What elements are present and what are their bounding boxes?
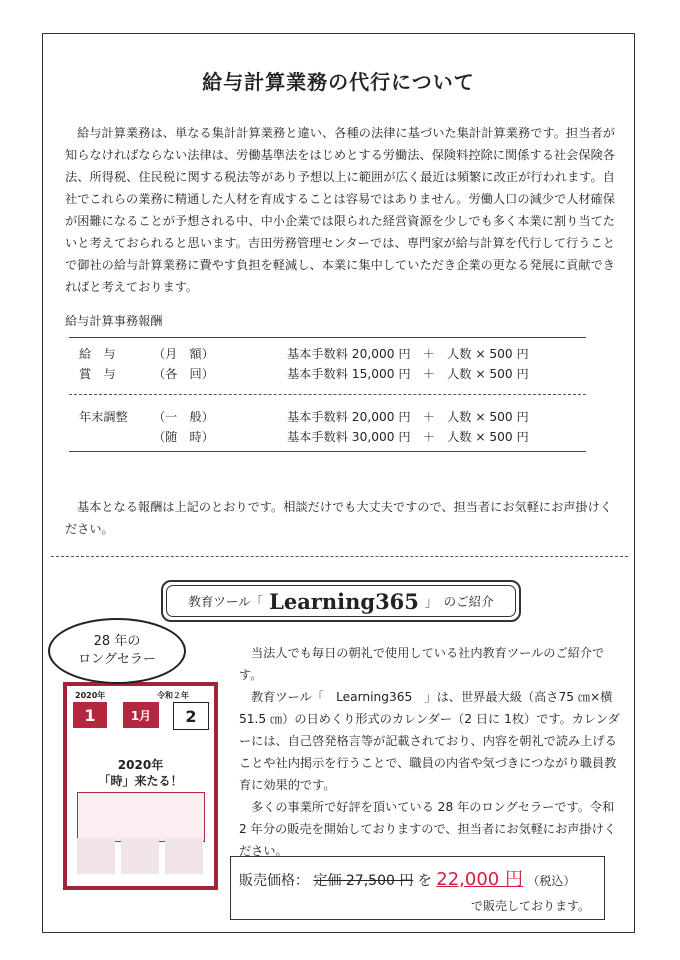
badge-line1: 28 年の (93, 634, 141, 649)
calendar-reiwa-label: 令和２年 (157, 691, 189, 700)
calendar-day-left: 1 (73, 702, 107, 728)
banner-prefix: 教育ツール「 (188, 594, 264, 609)
price-box (230, 856, 605, 920)
tax-note: （税込） (527, 874, 576, 888)
page-title: 給与計算業務の代行について (202, 70, 475, 94)
table-row (69, 427, 586, 447)
fee-item: 年末調整 (79, 410, 128, 424)
tool-banner (161, 580, 521, 622)
calendar-text-box (77, 792, 205, 842)
table-row (69, 344, 586, 364)
table-row (69, 364, 586, 384)
fee-section-title: 給与計算事務報酬 (65, 314, 163, 328)
calendar-image (63, 682, 218, 890)
tool-paragraph: 教育ツール「 Learning365 」は、世界最大級（高さ75 ㎝×横 51.5 ㎝）の日めくり形式のカレンダー（2 日に 1枚）です。カレンダーには、自己啓発格言等が記載されており、内容を朝礼で読み上げることや社内掲示を行うことで、職員の内省や気づきにつながり職員教育に効果的です。 (239, 690, 620, 792)
calendar-mini-month (121, 838, 159, 874)
fee-price: 基本手数料 15,000 円 ＋ 人数 × 500 円 (287, 367, 529, 381)
fee-group (69, 401, 586, 451)
fee-item: 賞 与 (79, 367, 116, 381)
price-line (239, 865, 575, 891)
calendar-mini-month (165, 838, 203, 874)
closing-paragraph: 基本となる報酬は上記のとおりです。相談だけでも大丈夫ですので、担当者にお気軽にお声掛けください。 (65, 500, 613, 536)
calendar-month: 1月 (123, 702, 159, 728)
fee-price: 基本手数料 30,000 円 ＋ 人数 × 500 円 (287, 430, 529, 444)
sale-price: 22,000 円 (436, 869, 523, 890)
tool-paragraph: 当法人でも毎日の朝礼で使用している社内教育ツールのご紹介です。 (239, 646, 605, 682)
table-divider (69, 394, 586, 395)
calendar-caption-title: 「時」来たる！ (98, 774, 183, 788)
section-divider (51, 556, 628, 557)
fee-group (69, 338, 586, 388)
fee-basis: （月 額） (153, 347, 214, 361)
fee-basis: （一 般） (153, 410, 214, 424)
calendar-header (73, 702, 208, 732)
fee-basis: （随 時） (153, 430, 214, 444)
price-label: 販売価格： (239, 873, 309, 889)
fee-item: 給 与 (79, 347, 116, 361)
fee-price: 基本手数料 20,000 円 ＋ 人数 × 500 円 (287, 410, 529, 424)
fee-price: 基本手数料 20,000 円 ＋ 人数 × 500 円 (287, 347, 529, 361)
tool-banner-inner (166, 585, 516, 617)
calendar-year-label: 2020年 (75, 691, 106, 700)
badge-line2: ロングセラー (78, 652, 156, 667)
calendar-mini-month (77, 838, 115, 874)
banner-product-name: Learning365 (269, 588, 419, 614)
document-page (42, 33, 635, 933)
calendar-caption-year: 2020年 (117, 758, 164, 772)
price-particle: を (417, 873, 432, 889)
fee-basis: （各 回） (153, 367, 214, 381)
sold-note: で販売しております。 (470, 899, 590, 913)
table-row (69, 407, 586, 427)
tool-description (239, 642, 624, 862)
calendar-day-right: 2 (173, 702, 209, 730)
intro-paragraph: 給与計算業務は、単なる集計計算業務と違い、各種の法律に基づいた集計計算業務です。担当者が知らなければならない法律は、労働基準法をはじめとする労働法、保険料控除に関係する社会保険各法、所得税、住民税に関する税法等があり予想以上に範囲が広く最近は頻繁に改正が行われます。自社でこれらの業務に精通した人材を育成することは容易ではありません。労働人口の減少で人材確保が困難になることが予想される中、中小企業では限られた経営資源を少しでも多く本業に割り当てたいと考えておられると思います。吉田労務管理センターでは、専門家が給与計算を代行して行うことで御社の給与計算業務に費やす負担を軽減し、本業に集中していただき企業の更なる発展に貢献できればと考えております。 (65, 126, 615, 294)
longseller-badge (48, 618, 186, 684)
fee-table (69, 337, 586, 452)
tool-paragraph: 多くの事業所で好評を頂いている 28 年のロングセラーです。令和 2 年分の販売を開始しておりますので、担当者にお気軽にお声掛けください。 (239, 800, 617, 858)
banner-suffix: 」 のご紹介 (424, 594, 494, 609)
old-price: 定価 27,500 円 (313, 873, 414, 889)
table-rule (69, 451, 586, 452)
